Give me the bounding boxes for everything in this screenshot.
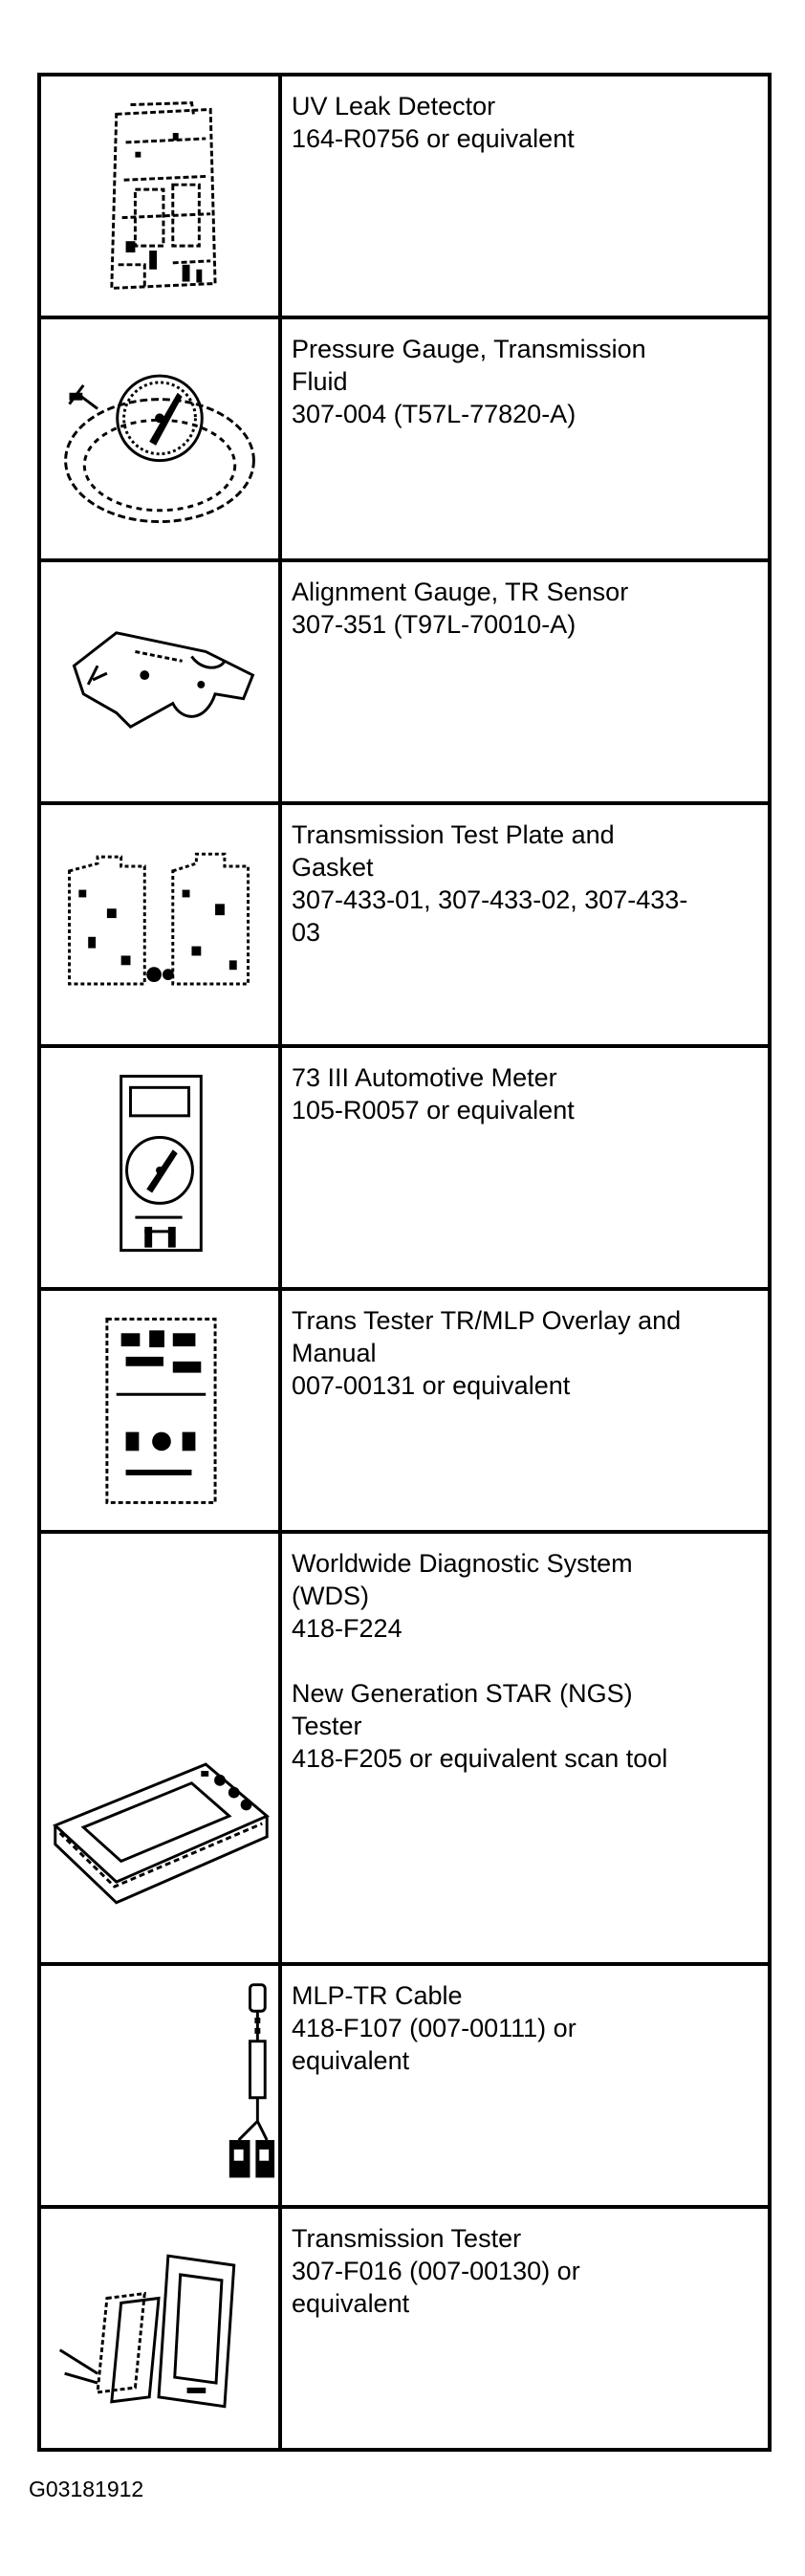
table-row <box>39 317 770 560</box>
tool-name: MLP-TR Cable <box>292 1981 463 2010</box>
tool-part-number: 007-00131 or equivalent <box>292 1371 571 1400</box>
tool-part-number: 164-R0756 or equivalent <box>292 124 575 153</box>
tool-name: 73 III Automotive Meter <box>292 1063 557 1092</box>
figure-id: G03181912 <box>29 2477 144 2501</box>
tool-name: Worldwide Diagnostic System <box>292 1549 633 1578</box>
alignment-gauge-icon <box>41 562 278 797</box>
table-row <box>39 1046 770 1289</box>
tool-name-continued: (WDS) <box>292 1582 369 1610</box>
tool-part-number: 307-004 (T57L-77820-A) <box>292 400 577 428</box>
tool-part-number: 307-F016 (007-00130) or <box>292 2257 580 2285</box>
test-plate-gasket-icon <box>41 805 278 1040</box>
tool-name-secondary: New Generation STAR (NGS) <box>292 1679 633 1708</box>
tool-name-continued: Manual <box>292 1339 377 1367</box>
table-row <box>39 560 770 803</box>
blank-line <box>292 1645 758 1677</box>
tool-name: Pressure Gauge, Transmission <box>292 335 646 363</box>
tool-part-number-continued: equivalent <box>292 2046 410 2075</box>
transmission-tester-icon <box>41 2209 278 2444</box>
tool-name-secondary-continued: Tester <box>292 1712 362 1740</box>
tool-name-continued: Fluid <box>292 367 348 396</box>
table-row <box>39 1964 770 2207</box>
tool-name: UV Leak Detector <box>292 92 496 120</box>
table-row <box>39 75 770 317</box>
tool-name: Transmission Test Plate and <box>292 820 615 849</box>
tool-part-number: 418-F224 <box>292 1614 402 1643</box>
tool-part-number-continued: 03 <box>292 918 321 947</box>
special-tools-table <box>37 73 772 2452</box>
tool-part-number-continued: equivalent <box>292 2289 410 2318</box>
tool-part-number: 307-433-01, 307-433-02, 307-433- <box>292 885 688 914</box>
tool-part-number: 105-R0057 or equivalent <box>292 1096 575 1124</box>
tool-part-number: 307-351 (T97L-70010-A) <box>292 610 577 639</box>
pressure-gauge-icon <box>41 319 278 555</box>
automotive-meter-icon <box>41 1048 278 1283</box>
trans-tester-overlay-icon <box>41 1291 278 1526</box>
tool-part-number: 418-F107 (007-00111) or <box>292 2014 577 2042</box>
tool-name: Transmission Tester <box>292 2224 522 2253</box>
table-row <box>39 803 770 1046</box>
tool-name: Trans Tester TR/MLP Overlay and <box>292 1306 682 1335</box>
tool-name-continued: Gasket <box>292 853 374 882</box>
table-row <box>39 1532 770 1964</box>
tool-part-number-secondary: 418-F205 or equivalent scan tool <box>292 1744 668 1773</box>
uv-leak-detector-icon <box>41 76 278 312</box>
diagnostic-tablet-icon <box>41 1534 278 1955</box>
tool-name: Alignment Gauge, TR Sensor <box>292 578 629 606</box>
table-row <box>39 1289 770 1532</box>
mlp-tr-cable-icon <box>41 1966 278 2201</box>
table-row <box>39 2207 770 2450</box>
